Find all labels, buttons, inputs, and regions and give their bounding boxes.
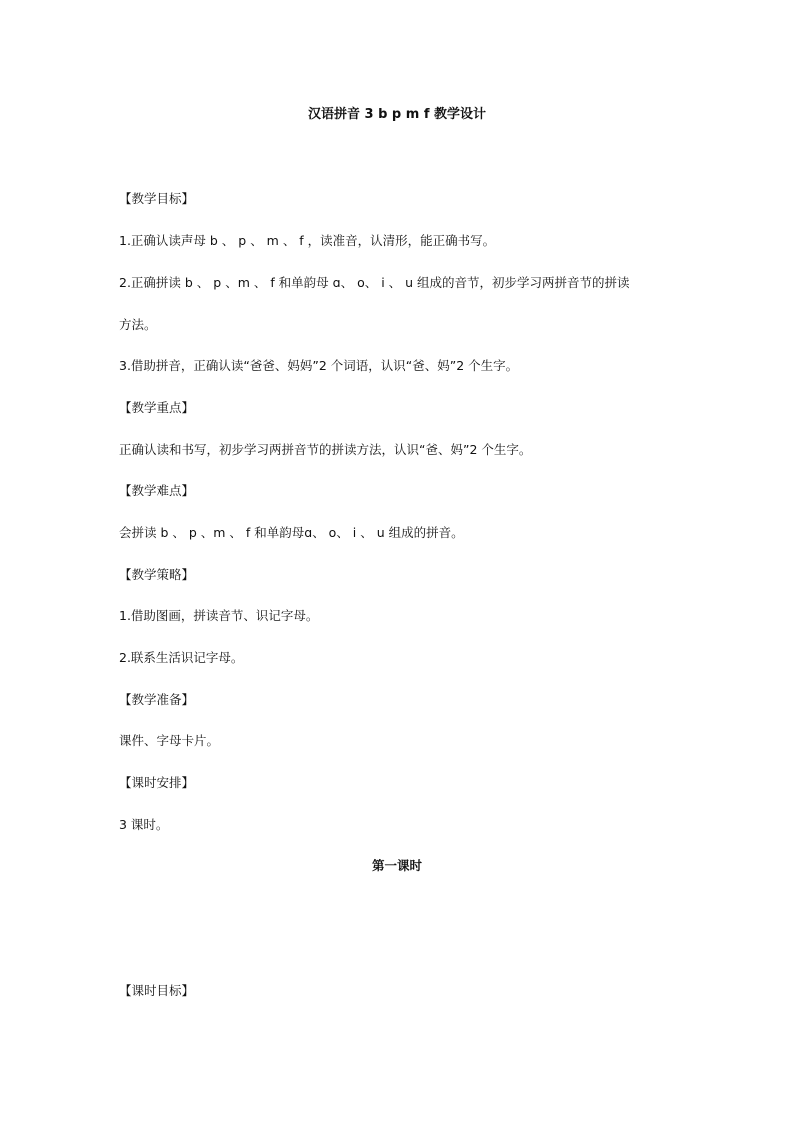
heading-teaching-key-points: 【教学重点】 [119,400,195,415]
strategy-item-2: 2.联系生活识记字母。 [119,650,244,665]
heading-teaching-strategy: 【教学策略】 [119,567,195,582]
heading-class-schedule: 【课时安排】 [119,775,195,790]
difficulties-text: 会拼读 b 、 p 、m 、 f 和单韵母ɑ、 o、 i 、 u 组成的拼音。 [119,525,464,540]
document-title: 汉语拼音 3 b p m f 教学设计 [307,107,486,122]
heading-teaching-preparation: 【教学准备】 [119,692,195,707]
heading-teaching-goals: 【教学目标】 [119,191,195,206]
schedule-text: 3 课时。 [119,817,169,832]
goal-item-1: 1.正确认读声母 b 、 p 、 m 、 f ，读准音，认清形，能正确书写。 [119,233,496,248]
goal-item-2-line-2: 方法。 [119,317,157,332]
preparation-text: 课件、字母卡片。 [119,733,220,748]
key-points-text: 正确认读和书写，初步学习两拼音节的拼读方法，认识“爸、妈”2 个生字。 [119,442,532,457]
goal-item-3: 3.借助拼音，正确认读“爸爸、妈妈”2 个词语，认识“爸、妈”2 个生字。 [119,358,519,373]
lesson-title: 第一课时 [371,858,422,873]
heading-lesson-goals: 【课时目标】 [119,983,195,998]
strategy-item-1: 1.借助图画，拼读音节、识记字母。 [119,608,319,623]
heading-teaching-difficulties: 【教学难点】 [119,483,195,498]
goal-item-2-line-1: 2.正确拼读 b 、 p 、m 、 f 和单韵母 ɑ、 o、 i 、 u 组成的音节，初步学习两拼音节的拼读 [119,275,630,290]
